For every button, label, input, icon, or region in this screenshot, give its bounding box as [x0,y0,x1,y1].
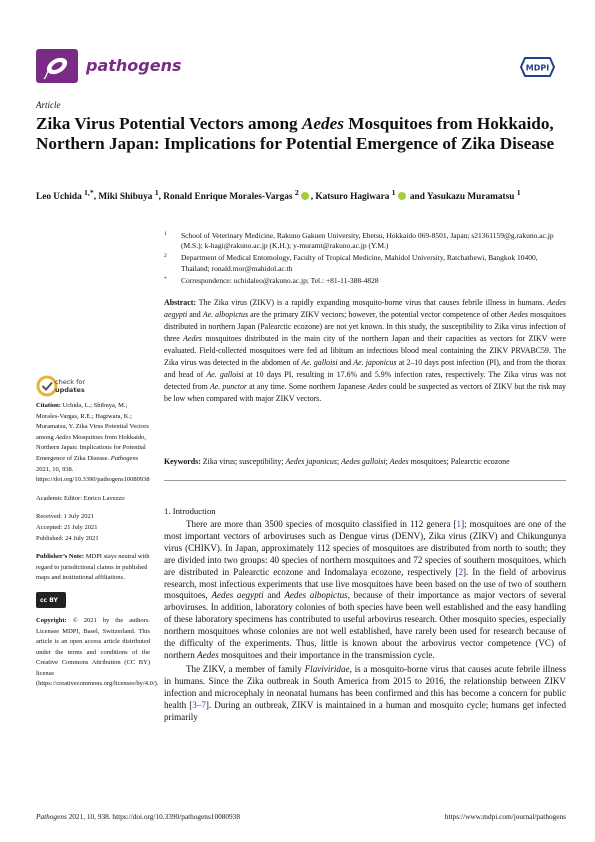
author-link[interactable]: , Miki Shibuya [93,192,155,203]
citation-link[interactable]: 1 [456,519,462,529]
affiliations [164,231,564,288]
section-body [164,519,566,725]
paragraph: The ZIKV, a member of family Flaviviridae, is a mosquito-borne virus that causes acute febrile illness in humans. Since the Zika outbreak in South America from 2015 to 2016, the relationship between ZIKV infection and microcephaly in neonatal humans has been confirmed and this has become a concern for public health [3–7]. During an outbreak, ZIKV is maintained in a human and mosquito cycle; humans get infected primarily [164,663,566,722]
keywords: Keywords: Zika virus; susceptibility; Aedes japonicus; Aedes galloisi; Aedes mosquitoes; Palearctic ecozone [164,457,510,466]
correspondence: * Correspondence: uchidaleo@rakuno.ac.jp; Tel.: +81-11-388-4828 [164,275,379,285]
paragraph: There are more than 3500 species of mosquito classified in 112 genera [1]; mosquitoes are one of the most important vectors of arboviruses such as Dengue virus (DENV), Zika virus (ZIKV) and Chikungunya virus (CHIKV). In Japan, approximately 112 species of mosquitoes are distributed from north to south; they are divided into two groups: 40 species of northern mosquitoes and 72 species of southern mosquitoes, which are distributed in Palearctic ecozone and Indomalaya ecozone, respectively [2]. In the field of arbovirus research, most infectious experiments that use live mosquitoes have been based on the use of two of southern mosquitoes, Aedes aegypti and Aedes albopictus, because of their importance as major vectors of several arboviruses. In addition, laboratory colonies of both species have been well established and the easy handling of these laboratory specimens has contributed to useful arbovirus research. Other mosquito species, especially northern mosquitoes whose colonies are not well established, have rarely been used for research because of the difficulty of the experiments. Thus, little is known about the arbovirus vector competence (VC) of northern Aedes mosquitoes and their importance in the transmission cycle. [164,519,566,660]
accepted-date: Accepted: 21 July 2021 [36,523,98,531]
mdpi-logo [519,56,556,78]
divider [164,480,566,481]
citation-link[interactable]: 3–7 [192,699,206,710]
affiliation-item: 1 School of Veterinary Medicine, Rakuno Gakuen University, Ebetsu, Hokkaido 069-8501, Japan; s21361159@g.rakuno.ac.jp (M.S.); k-hagi@rakuno.ac.jp (K.H.); y-muramt@rakuno.ac.jp (Y.M.) [164,231,554,251]
citation: Citation: Uchida, L.; Shibuya, M.; Morales-Vargas, R.E.; Hagiwara, K.; Muramatsu, Y. Zika Virus Potential Vectors among Aedes Mosquitoes from Hokkaido, Northern Japan: Implications for Potential Emergence of Zika Disease. Pathogens 2021, 10, 938. https://doi.org/10.3390/pathogens10080938 [36,402,150,484]
orcid-icon[interactable] [301,192,309,200]
academic-editor: Academic Editor: Enrico Lavezzo [36,494,125,502]
author-list: Leo Uchida $^{1,*}$, Miki Shibuya $^1$, Ronald Enrique Morales-Vargas $^2$ , Katsuro Hagiwara $^1$ and Yasukazu Muramatsu $^1$ [36,188,521,203]
cc-by-license-badge[interactable] [36,592,66,608]
article-title: Zika Virus Potential Vectors among Aedes Mosquitoes from Hokkaido, Northern Japan: Implications for Potential Emergence of Zika Disease [36,114,555,153]
page-footer: Pathogens 2021, 10, 938. https://doi.org/10.3390/pathogens10080938 https://www.mdpi.com/journal/pathogens [36,812,566,821]
journal-name: pathogens [86,56,182,75]
section-heading: 1. Introduction [164,506,216,516]
affiliation-item: 2 Department of Medical Entomology, Faculty of Tropical Medicine, Mahidol University, Ratchathewi, Bangkok 10400, Thailand; ronald.mor@mahidol.ac.th [164,253,538,273]
sidebar [36,401,159,698]
received-date: Received: 1 July 2021 [36,513,94,521]
copyright: Copyright: © 2021 by the authors. Licensee MDPI, Basel, Switzerland. This article is an open access article distributed under the terms and conditions of the Creative Commons Attribution (CC BY) license (https://creativecommons.org/licenses/by/4.0/). [36,616,159,688]
article-type: Article [36,100,61,110]
publisher-note: Publisher’s Note: MDPI stays neutral with regard to jurisdictional claims in published maps and institutional affiliations. [36,553,150,582]
journal-url-link[interactable]: https://www.mdpi.com/journal/pathogens [444,812,566,821]
orcid-icon[interactable] [398,192,406,200]
citation-link[interactable]: 2 [458,566,464,577]
journal-logo [36,49,78,83]
mdpi-logo-text: MDPI [525,63,550,73]
author-link[interactable]: Leo Uchida [36,192,85,203]
check-for-updates-button[interactable] [36,375,106,397]
abstract: Abstract: The Zika virus (ZIKV) is a rapidly expanding mosquito-borne virus that causes febrile illness in humans. Aedes aegypti and Ae. albopictus are the primary ZIKV vectors; however, the potential vector competence of other Aedes mosquitoes distributed in northern Japan (Palearctic ecozone) are not yet known. In this study, the susceptibility to Zika virus infection of three Aedes mosquitoes distributed in the main city of the northern Japan and their capacities as vectors for ZIKV were evaluated. Field-collected mosquitoes were fed ad libitum an infectious blood meal containing the ZIKV PRVABC59. The Zika virus was detected in the abdomen of Ae. galloisi and Ae. japonicus at 2–10 days post infection (PI), and from the thorax and head of Ae. galloisi at 10 days PI, resulting in 17.6% and 5.9% infection rates, respectively. The Zika virus was not detected from Ae. punctor at any time. Some northern Japanese Aedes could be suspected as vectors of ZIKV but the risk may be low when compared with major ZIKV vectors. [164,298,567,403]
updates-label: updates [55,386,85,394]
check-label: check for [55,378,86,386]
author-link[interactable]: , Ronald Enrique Morales-Vargas [158,192,295,203]
pathogen-icon [36,49,78,83]
author-link[interactable]: and Yasukazu Muramatsu [407,192,517,203]
author-link[interactable]: , Katsuro Hagiwara [310,192,392,203]
published-date: Published: 24 July 2021 [36,534,99,542]
cc-badge-text: cc BY [40,596,58,604]
